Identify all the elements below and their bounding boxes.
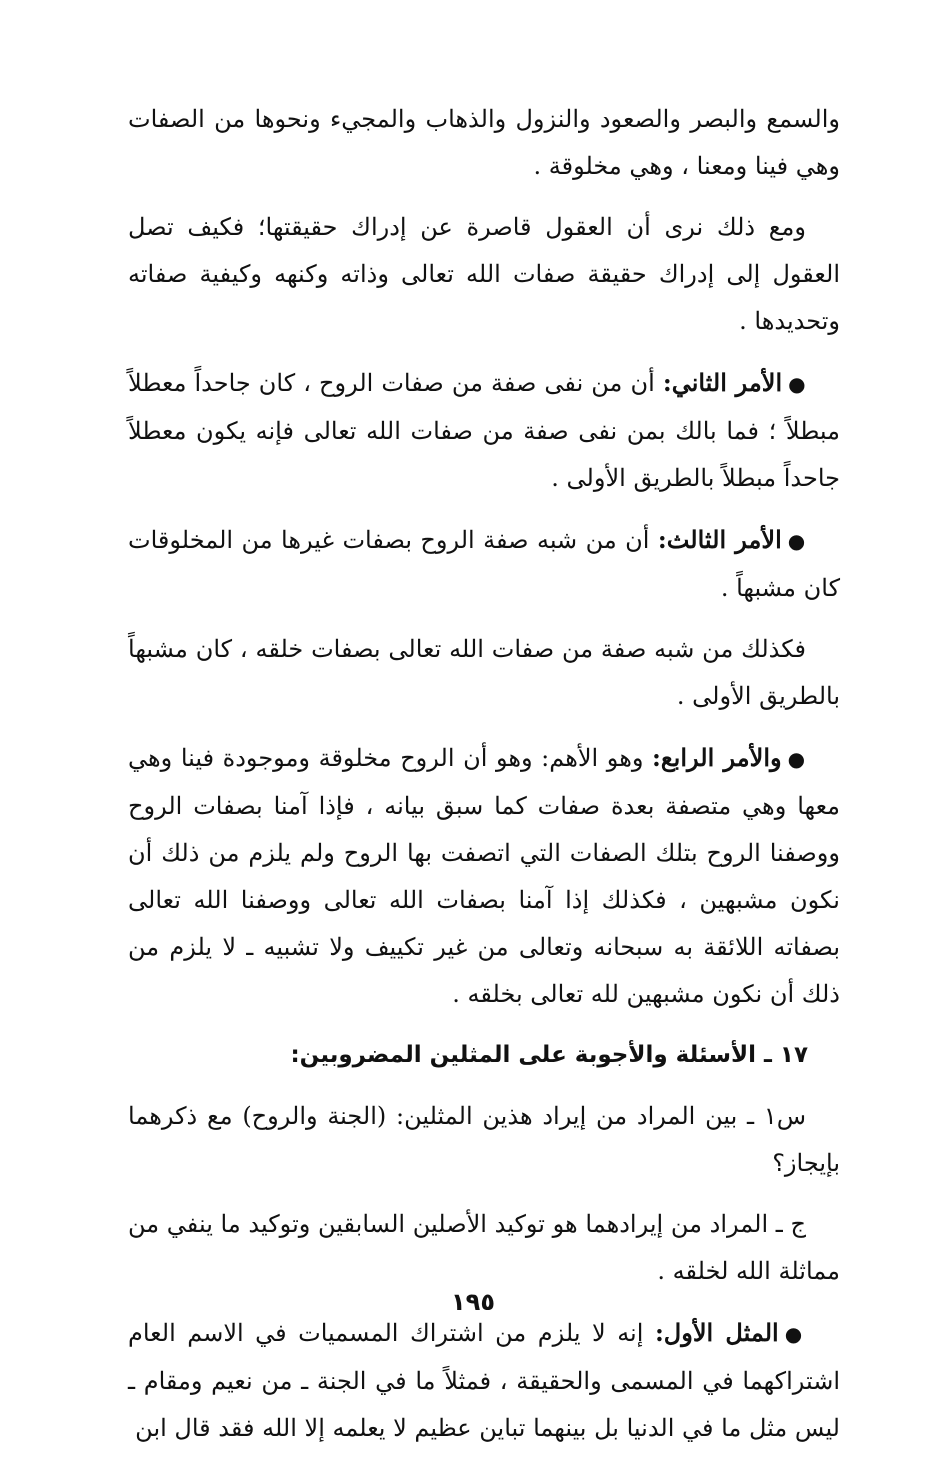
bullet-icon: ● <box>788 372 807 396</box>
section-heading: ١٧ ـ الأسئلة والأجوبة على المثلين المضروبين: <box>290 1042 808 1068</box>
page-body <box>128 96 840 1466</box>
bullet-icon: ● <box>787 529 806 553</box>
bullet-icon: ● <box>784 1322 807 1346</box>
paragraph-lead: الأمر الثاني: <box>662 368 783 397</box>
answer-1 <box>128 1201 840 1295</box>
paragraph-amr-thani <box>128 359 840 502</box>
paragraph-2-text: ومع ذلك نرى أن العقول قاصرة عن إدراك حقيقتها؛ فكيف تصل العقول إلى إدراك حقيقة صفات الله تعالى وذاته وكنهه وكيفية صفاته وتحديدها . <box>128 213 840 335</box>
question-1 <box>128 1093 840 1187</box>
paragraph-amr-rabi <box>128 734 840 1018</box>
paragraph-lead: المثل الأول: <box>654 1318 779 1347</box>
paragraph-mathal-awwal <box>128 1309 840 1452</box>
page-number: ١٩٥ <box>451 1288 495 1316</box>
paragraph-5-text: فكذلك من شبه صفة من صفات الله تعالى بصفات خلقه ، كان مشبهاً بالطريق الأولى . <box>128 635 840 710</box>
paragraph-amr-thalith <box>128 516 840 612</box>
answer-1-text: ج ـ المراد من إيرادهما هو توكيد الأصلين السابقين وتوكيد ما ينفي من مماثلة الله لخلقه . <box>128 1210 840 1285</box>
paragraph-text: أن من نفى صفة من صفات الروح ، كان جاحداً معطلاً مبطلاً ؛ فما بالك بمن نفى صفة من صفات الله تعالى فإنه يكون معطلاً جاحداً مبطلاً بالطريق الأولى . <box>128 369 840 492</box>
paragraph-text: وهو الأهم: وهو أن الروح مخلوقة وموجودة فينا وهي معها وهي متصفة بعدة صفات كما سبق بيانه ، فإذا آمنا بصفات الروح ووصفنا الروح بتلك الصفات التي اتصفت بها الروح ولم يلزم من ذلك أن نكون مشبهين ، فكذلك إذا آمنا بصفات الله تعالى ووصفنا الله تعالى بصفاته اللائقة به سبحانه وتعالى من غير تكييف ولا تشبيه ـ لا يلزم من ذلك أن نكون مشبهين لله تعالى بخلقه . <box>128 744 840 1008</box>
paragraph-lead: والأمر الرابع: <box>652 743 782 772</box>
paragraph-1 <box>128 96 840 190</box>
paragraph-lead: الأمر الثالث: <box>657 525 782 554</box>
paragraph-5 <box>128 626 840 720</box>
bullet-icon: ● <box>787 747 806 771</box>
question-1-text: س١ ـ بين المراد من إيراد هذين المثلين: (الجنة والروح) مع ذكرهما بإيجاز؟ <box>128 1102 840 1177</box>
paragraph-text: أن من شبه صفة الروح بصفات غيرها من المخلوقات كان مشبهاً . <box>128 526 840 602</box>
paragraph-1-text: والسمع والبصر والصعود والنزول والذهاب والمجيء ونحوها من الصفات وهي فينا ومعنا ، وهي مخلوقة . <box>128 105 840 180</box>
paragraph-text: إنه لا يلزم من اشتراك المسميات في الاسم العام اشتراكهما في المسمى والحقيقة ، فمثلاً ما في الجنة ـ من نعيم ومقام ـ ليس مثل ما في الدنيا بل بينهما تباين عظيم لا يعلمه إلا الله فقد قال ابن <box>128 1319 840 1442</box>
paragraph-2 <box>128 204 840 345</box>
